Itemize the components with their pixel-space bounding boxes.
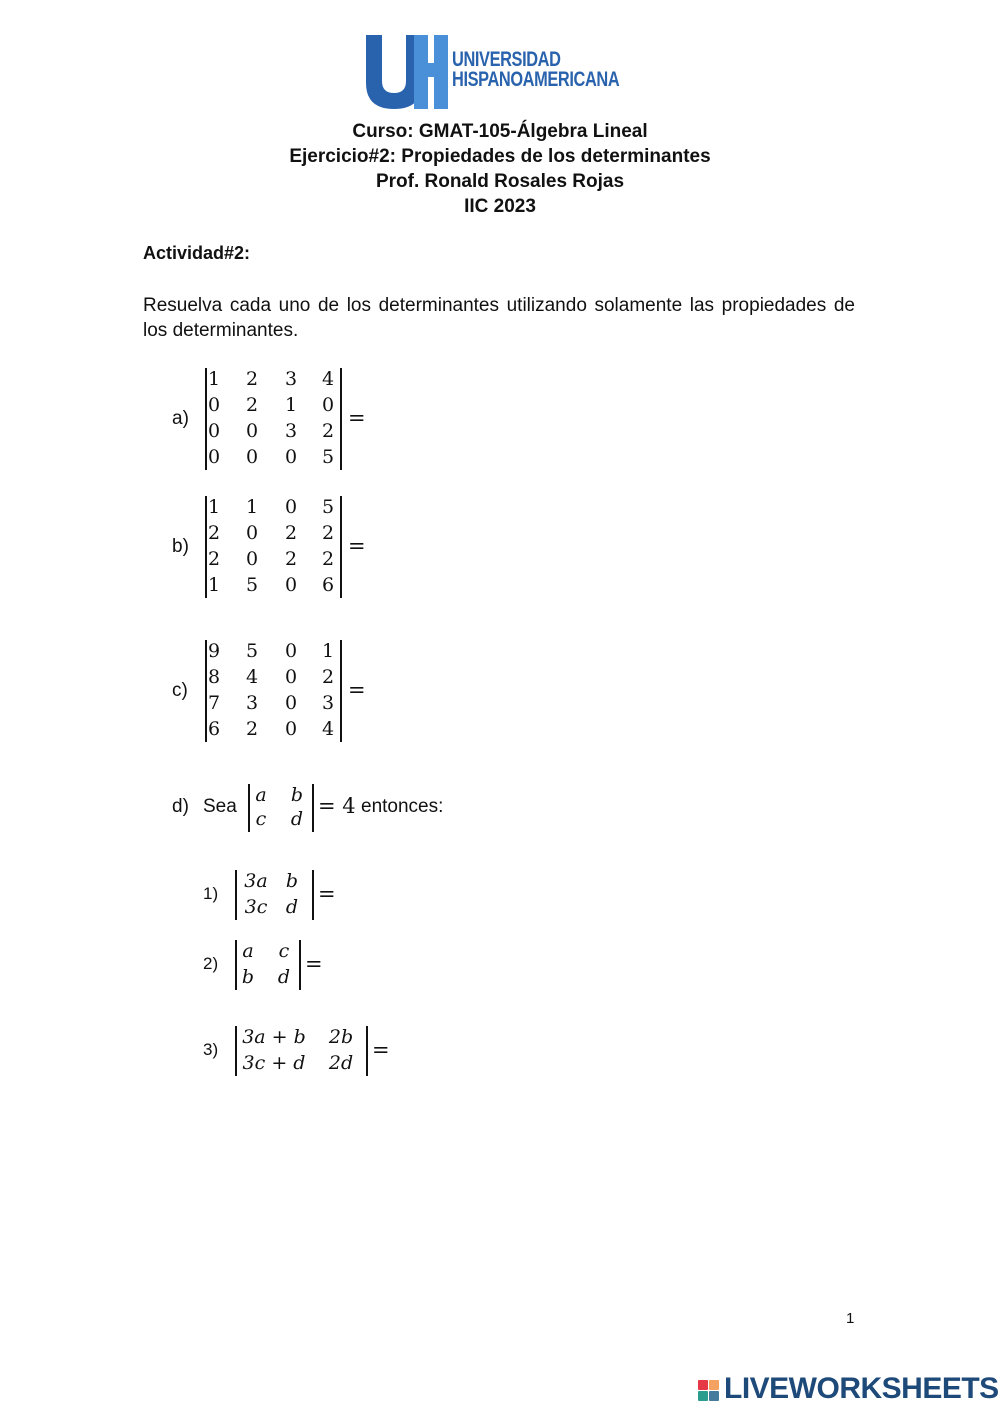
matrix-entry: 6 <box>321 574 335 596</box>
matrix-entry: 1 <box>207 574 221 596</box>
matrix-entry: b <box>290 784 304 806</box>
matrix-entry: d <box>277 966 291 988</box>
matrix-entry: 1 <box>321 640 335 662</box>
entonces-text: entonces: <box>361 796 444 817</box>
matrix-entry: 1 <box>207 496 221 518</box>
matrix-entry: d <box>285 896 299 918</box>
activity-heading: Actividad#2: <box>143 243 251 263</box>
matrix-entry: 5 <box>321 496 335 518</box>
matrix-entry: 0 <box>207 394 221 416</box>
exercise-title: Ejercicio#2: Propiedades de los determinantes <box>289 146 711 167</box>
determinant-c <box>205 640 342 742</box>
matrix-entry: 8 <box>207 666 221 688</box>
matrix-entry: 2 <box>245 394 259 416</box>
equals-sign: = <box>372 1038 390 1062</box>
problem-c-label: c) <box>172 680 188 701</box>
matrix-entry: 5 <box>245 574 259 596</box>
problem-a-label: a) <box>172 408 189 429</box>
matrix-entry: 3a <box>244 870 268 892</box>
liveworksheets-logo-icon <box>697 1374 721 1410</box>
problem-b-label: b) <box>172 536 189 557</box>
matrix-entry: 0 <box>284 666 298 688</box>
matrix-entry: 0 <box>284 640 298 662</box>
matrix-entry: 0 <box>245 420 259 442</box>
matrix-entry: 3 <box>284 368 298 390</box>
equals-sign: = <box>305 952 323 976</box>
matrix-entry: 4 <box>321 368 335 390</box>
term: IIC 2023 <box>464 196 536 217</box>
liveworksheets-watermark: LIVEWORKSHEETS <box>724 1372 999 1405</box>
matrix-entry: 3c <box>244 896 268 918</box>
matrix-entry: 3a + b <box>242 1026 306 1048</box>
matrix-entry: 0 <box>284 496 298 518</box>
determinant-d3 <box>235 1026 368 1076</box>
matrix-entry: 9 <box>207 640 221 662</box>
matrix-entry: c <box>255 808 267 830</box>
matrix-entry: 3 <box>321 692 335 714</box>
equals-sign: = <box>348 678 366 702</box>
determinant-b <box>205 496 342 598</box>
problem-d-label: d) <box>172 796 189 817</box>
equals-sign: = <box>348 406 366 430</box>
subproblem-2-label: 2) <box>203 954 219 973</box>
matrix-entry: 0 <box>245 548 259 570</box>
matrix-entry: 0 <box>284 692 298 714</box>
matrix-entry: 3 <box>245 692 259 714</box>
matrix-entry: 2 <box>207 522 221 544</box>
determinant-d1 <box>235 870 314 920</box>
matrix-entry: 4 <box>245 666 259 688</box>
equals-four: = 4 <box>318 794 356 818</box>
matrix-entry: 2 <box>284 548 298 570</box>
matrix-entry: 2 <box>321 666 335 688</box>
matrix-entry: 5 <box>321 446 335 468</box>
matrix-entry: 0 <box>245 446 259 468</box>
matrix-entry: 2 <box>245 718 259 740</box>
matrix-entry: 0 <box>321 394 335 416</box>
matrix-entry: 2d <box>328 1052 354 1074</box>
matrix-entry: 2 <box>321 522 335 544</box>
matrix-entry: d <box>290 808 304 830</box>
matrix-entry: 7 <box>207 692 221 714</box>
matrix-entry: b <box>285 870 299 892</box>
sea-text: Sea <box>203 796 237 817</box>
course-title: Curso: GMAT-105-Álgebra Lineal <box>352 121 648 142</box>
page-number: 1 <box>846 1310 855 1327</box>
matrix-entry: 3 <box>284 420 298 442</box>
professor-name: Prof. Ronald Rosales Rojas <box>375 171 625 192</box>
matrix-entry: 5 <box>245 640 259 662</box>
matrix-entry: 1 <box>207 368 221 390</box>
matrix-entry: 2 <box>245 368 259 390</box>
equals-sign: = <box>318 882 336 906</box>
matrix-entry: 2 <box>321 420 335 442</box>
matrix-entry: 4 <box>321 718 335 740</box>
matrix-entry: 0 <box>245 522 259 544</box>
determinant-d <box>248 784 314 832</box>
matrix-entry: 2 <box>284 522 298 544</box>
subproblem-1-label: 1) <box>203 884 219 903</box>
matrix-entry: 6 <box>207 718 221 740</box>
matrix-entry: 0 <box>207 420 221 442</box>
determinant-a <box>205 368 342 470</box>
matrix-entry: 2 <box>321 548 335 570</box>
matrix-entry: a <box>242 940 254 962</box>
matrix-entry: 0 <box>284 718 298 740</box>
equals-sign: = <box>348 534 366 558</box>
matrix-entry: 0 <box>207 446 221 468</box>
matrix-entry: 2b <box>328 1026 354 1048</box>
subproblem-3-label: 3) <box>203 1040 219 1059</box>
matrix-entry: 2 <box>207 548 221 570</box>
logo-wordmark: UNIVERSIDAD HISPANOAMERICANA <box>452 48 620 91</box>
matrix-entry: a <box>255 784 267 806</box>
matrix-entry: b <box>241 966 255 988</box>
determinant-d2 <box>235 940 301 990</box>
matrix-entry: 0 <box>284 446 298 468</box>
matrix-entry: 3c + d <box>242 1052 306 1074</box>
instructions: Resuelva cada uno de los determinantes utilizando solamente las propiedades de los determinantes. <box>143 295 855 341</box>
matrix-entry: 1 <box>245 496 259 518</box>
matrix-entry: 0 <box>284 574 298 596</box>
matrix-entry: 1 <box>284 394 298 416</box>
matrix-entry: c <box>278 940 290 962</box>
